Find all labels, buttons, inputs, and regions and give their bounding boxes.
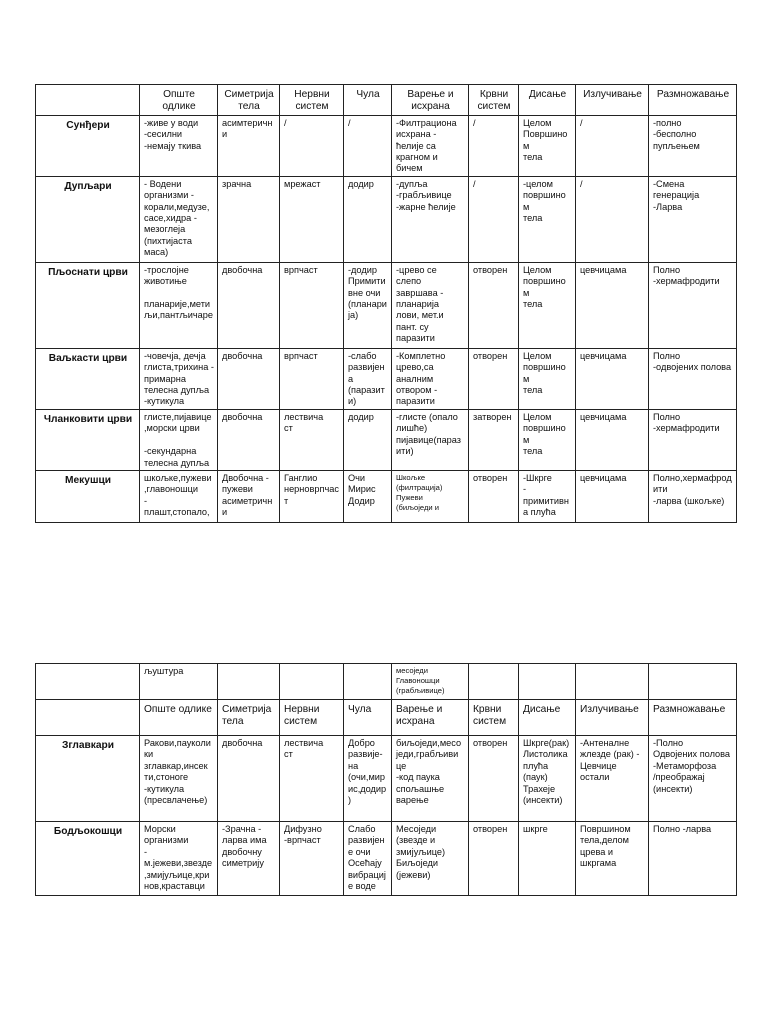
column-header (392, 700, 469, 736)
header-row (36, 700, 737, 736)
column-header (576, 85, 649, 116)
table-cell-text: цевчицама (580, 472, 627, 483)
column-header-text: Опште одлике (144, 704, 212, 715)
table-cell (280, 470, 344, 522)
table-cell (392, 262, 469, 348)
table-cell (218, 409, 280, 470)
row-name-text: Ваљкасти црви (48, 352, 128, 364)
table-cell (392, 470, 469, 522)
table-cell-text: отворен (473, 472, 508, 483)
column-header (344, 85, 392, 116)
table-cell (469, 736, 519, 822)
carry-cell (218, 664, 280, 700)
table-cell (469, 409, 519, 470)
column-header (519, 700, 576, 736)
carry-cell (140, 664, 218, 700)
table-cell-text: -човечја, дечја глиста,трихина - примарна телесна дупља -кутикула (144, 350, 214, 407)
column-header (36, 85, 140, 116)
table-cell-text: двобочна (222, 738, 263, 748)
row-name-text: Чланковити црви (43, 413, 133, 425)
table-cell (218, 176, 280, 262)
table-cell (649, 176, 737, 262)
header-row (36, 85, 737, 116)
table-cell-text: Целом површином тела (523, 411, 566, 457)
table-cell-text: цевчицама (580, 350, 627, 361)
table-cell-text: Полно,хермафрод ити -ларва (шкољке) (653, 472, 732, 506)
table-cell-text: -Филтрациона исхрана - ћелије са крагном и бичем (396, 117, 457, 174)
column-header-text: Нервни систем (284, 704, 320, 728)
table-cell-text: шкрге (523, 824, 548, 834)
table-cell-text: / (473, 178, 476, 189)
table-cell-text: Целом Површином тела (523, 117, 568, 163)
column-header-text: Симетрија тела (222, 704, 272, 728)
table-cell-text: -црево се слепо завршава - планарија лови, мет.и пант. су паразити (396, 264, 444, 344)
table-cell-text: - Водени организми - корали,медузе, сасе,хидра - мезоглеја (пихтијаста маса) (144, 178, 210, 258)
column-header (469, 85, 519, 116)
table-cell-text: -Смена генерација -Ларва (653, 178, 700, 212)
table-cell (576, 348, 649, 409)
table-cell (392, 348, 469, 409)
table-cell-text: / (580, 117, 583, 128)
table-2-body (36, 664, 737, 896)
table-cell (469, 470, 519, 522)
table-cell (469, 822, 519, 896)
table-cell (649, 822, 737, 896)
table-cell (140, 348, 218, 409)
column-header-text: Дисање (528, 89, 567, 100)
row-name (36, 262, 140, 348)
column-header (218, 85, 280, 116)
table-cell (519, 115, 576, 176)
classification-table-1 (35, 84, 737, 523)
table-cell-text: глисте,пијавице ,морски црви -секундарна телесна дупља (144, 411, 212, 468)
row-name (36, 348, 140, 409)
table-cell (469, 348, 519, 409)
table-cell-text: отворен (473, 824, 508, 834)
table-cell (649, 348, 737, 409)
table-cell (280, 348, 344, 409)
row-name (36, 822, 140, 896)
table-cell (392, 176, 469, 262)
table-cell (344, 470, 392, 522)
table-cell (519, 262, 576, 348)
table-cell-text: Слабо развијен е очи Осећају вибрациј е воде (348, 824, 386, 892)
carry-cell (469, 664, 519, 700)
carry-cell (519, 664, 576, 700)
table-cell (469, 176, 519, 262)
table-cell-text: Дифузно -врпчаст (284, 824, 322, 846)
table-cell (649, 470, 737, 522)
table-cell-text: -дупља -грабљивице -жарне ћелије (396, 178, 456, 212)
column-header (392, 85, 469, 116)
table-cell (140, 262, 218, 348)
table-cell-text: Ракови,пауколи ки зглавкар,инсек ти,стоноге -кутикула (пресвлачење) (144, 738, 211, 806)
table-cell (649, 262, 737, 348)
classification-table-2 (35, 663, 737, 896)
table-cell (140, 736, 218, 822)
carry-cell (36, 664, 140, 700)
table-cell-text: -Полно Одвојених полова -Метаморфоза /преображај (инсекти) (653, 738, 731, 794)
table-cell (218, 348, 280, 409)
table-cell (519, 470, 576, 522)
table-cell-text: мрежаст (284, 178, 321, 189)
table-cell-text: Целом површином тела (523, 264, 566, 310)
column-header (280, 700, 344, 736)
carry-cell (280, 664, 344, 700)
table-cell-text: затворен (473, 411, 512, 422)
table-cell-text: -Комплетно црево,са аналним отвором - паразити (396, 350, 446, 407)
table-cell (218, 736, 280, 822)
table-cell-text: / (580, 178, 583, 189)
table-1-body (36, 85, 737, 523)
table-cell-text: -полно -бесполно пупљењем (653, 117, 700, 151)
table-cell (469, 262, 519, 348)
table-cell (140, 470, 218, 522)
table-cell-text: Полно -хермафродити (653, 264, 720, 287)
table-cell (218, 470, 280, 522)
table-cell-text: Месоједи (звезде и змијуљице) Биљоједи (јежеви) (396, 824, 446, 880)
table-cell (280, 176, 344, 262)
table-cell (140, 409, 218, 470)
table-cell (576, 822, 649, 896)
table-cell (280, 409, 344, 470)
table-cell (576, 262, 649, 348)
table-cell-text: Морски организми - м.јежеви,звезде ,змијуљице,кри нов,краставци (144, 824, 213, 892)
table-cell (140, 176, 218, 262)
table-cell-text: -слабо развијен а (паразит и) (348, 350, 385, 407)
table-cell (576, 409, 649, 470)
table-cell-text: двобочна (222, 264, 263, 275)
table-cell-text: биљоједи,месо једи,грабљиви це -код паука спољашње варење (396, 738, 462, 806)
carry-cell (576, 664, 649, 700)
table-cell-text: -додир Примити вне очи (планари ја) (348, 264, 387, 321)
row-name (36, 409, 140, 470)
row-name-text: Пљоснати црви (48, 266, 128, 278)
table-row (36, 470, 737, 522)
table-row (36, 262, 737, 348)
carry-cell-text: месоједи Главоношци (грабљивице) (396, 666, 445, 695)
column-header (280, 85, 344, 116)
column-header-text: Излучивање (583, 89, 642, 100)
table-cell (344, 348, 392, 409)
table-cell-text: Шкрге(рак) Листолика плућа (паук) Трахеје (инсекти) (523, 738, 570, 806)
table-row (36, 348, 737, 409)
table-cell-text: отворен (473, 264, 508, 275)
table-cell (280, 822, 344, 896)
carry-over-row (36, 664, 737, 700)
table-cell (519, 348, 576, 409)
table-cell (344, 115, 392, 176)
table-cell (218, 262, 280, 348)
table-cell-text: лествича ст (284, 411, 324, 434)
table-cell-text: -живе у води -сесилни -немају ткива (144, 117, 202, 151)
table-cell (576, 736, 649, 822)
column-header (140, 700, 218, 736)
column-header (649, 700, 737, 736)
column-header-text: Варење и исхрана (396, 704, 443, 728)
table-cell (519, 176, 576, 262)
table-cell-text: двобочна (222, 350, 263, 361)
table-cell-text: цевчицама (580, 264, 627, 275)
table-cell (344, 176, 392, 262)
column-header (344, 700, 392, 736)
table-cell (576, 176, 649, 262)
row-name-text: Сунђери (66, 119, 110, 131)
table-cell-text: -Шкрге - примитивн а плућа (523, 472, 569, 518)
column-header-text: Симетрија тела (224, 89, 274, 113)
table-cell (280, 736, 344, 822)
table-cell-text: / (348, 117, 351, 128)
table-cell-text: Двобочна - пужеви асиметричн и (222, 472, 273, 518)
table-cell-text: -целом површином тела (523, 178, 566, 224)
carry-cell (344, 664, 392, 700)
table-cell (344, 822, 392, 896)
table-row (36, 115, 737, 176)
table-cell-text: Шкољке (филтрација) Пужеви (биљоједи и (396, 472, 443, 512)
table-row (36, 736, 737, 822)
row-name-text: Зглавкари (61, 740, 115, 751)
table-cell-text: асимтеричн и (222, 117, 273, 140)
table-cell (519, 822, 576, 896)
row-name-text: Мекушци (65, 474, 111, 486)
table-cell (280, 115, 344, 176)
table-cell (218, 115, 280, 176)
table-cell-text: додир (348, 178, 374, 189)
column-header-text: Размножавање (653, 704, 726, 715)
table-cell-text: врпчаст (284, 350, 318, 361)
table-cell-text: Целом површином тела (523, 350, 566, 396)
carry-cell (392, 664, 469, 700)
table-cell-text: -глисте (опало лишће) пијавице(параз ити) (396, 411, 462, 457)
column-header-text: Чула (348, 704, 372, 715)
table-row (36, 176, 737, 262)
table-cell (140, 822, 218, 896)
table-cell (576, 115, 649, 176)
table-cell (649, 736, 737, 822)
column-header-text: Дисање (523, 704, 561, 715)
row-name (36, 470, 140, 522)
table-cell-text: -трослојне животиње планарије,мети љи,пантљичаре (144, 264, 213, 321)
table-cell-text: двобочна (222, 411, 263, 422)
table-cell-text: Полно -ларва (653, 824, 712, 834)
table-cell (392, 822, 469, 896)
table-cell-text: шкољке,пужеви ,главоношци - плашт,стопало, (144, 472, 212, 518)
table-row (36, 409, 737, 470)
column-header (469, 700, 519, 736)
table-cell-text: Ганглио нерноврпчас т (284, 472, 339, 506)
table-cell (344, 736, 392, 822)
carry-cell (649, 664, 737, 700)
carry-cell-text: љуштура (144, 666, 184, 676)
column-header-text: Крвни систем (473, 704, 507, 728)
table-cell (344, 409, 392, 470)
table-cell-text: Добро развије- на (очи,мир ис,додир ) (348, 738, 387, 806)
column-header-text: Излучивање (580, 704, 639, 715)
table-cell-text: лествича ст (284, 738, 324, 760)
row-name-text: Бодљокошци (53, 826, 123, 837)
table-cell (344, 262, 392, 348)
table-cell (519, 409, 576, 470)
table-cell (576, 470, 649, 522)
table-cell-text: -Антеналне жлезде (рак) - Цевчице остали (580, 738, 640, 783)
column-header-text: Варење и исхрана (407, 89, 454, 113)
column-header-text: Нервни систем (294, 89, 330, 113)
column-header-text: Чула (356, 89, 380, 100)
table-cell (218, 822, 280, 896)
table-cell-text: зрачна (222, 178, 252, 189)
column-header (519, 85, 576, 116)
column-header-text: Размножавање (656, 89, 730, 100)
table-cell-text: / (473, 117, 476, 128)
table-row (36, 822, 737, 896)
table-cell (140, 115, 218, 176)
column-header-text: Опште одлике (162, 89, 196, 113)
column-header (140, 85, 218, 116)
table-cell (392, 115, 469, 176)
column-header (36, 700, 140, 736)
table-cell-text: врпчаст (284, 264, 318, 275)
table-cell-text: отворен (473, 350, 508, 361)
column-header (649, 85, 737, 116)
table-cell-text: додир (348, 411, 374, 422)
table-cell-text: Полно -хермафродити (653, 411, 720, 434)
column-header-text: Крвни систем (477, 89, 511, 113)
column-header (218, 700, 280, 736)
table-cell (649, 115, 737, 176)
table-cell (649, 409, 737, 470)
table-cell-text: / (284, 117, 287, 128)
column-header (576, 700, 649, 736)
table-cell-text: цевчицама (580, 411, 627, 422)
table-cell (519, 736, 576, 822)
table-cell-text: Очи Мирис Додир (348, 472, 376, 506)
row-name (36, 115, 140, 176)
table-cell-text: Полно -одвојених полова (653, 350, 732, 373)
row-name (36, 176, 140, 262)
table-cell (392, 409, 469, 470)
table-cell (469, 115, 519, 176)
table-cell-text: -Зрачна - ларва има двобочну симетрију (222, 824, 267, 869)
table-cell (280, 262, 344, 348)
row-name-text: Дупљари (64, 180, 112, 192)
table-cell (392, 736, 469, 822)
row-name (36, 736, 140, 822)
table-cell-text: отворен (473, 738, 508, 748)
table-cell-text: Површином тела,делом црева и шкргама (580, 824, 631, 869)
